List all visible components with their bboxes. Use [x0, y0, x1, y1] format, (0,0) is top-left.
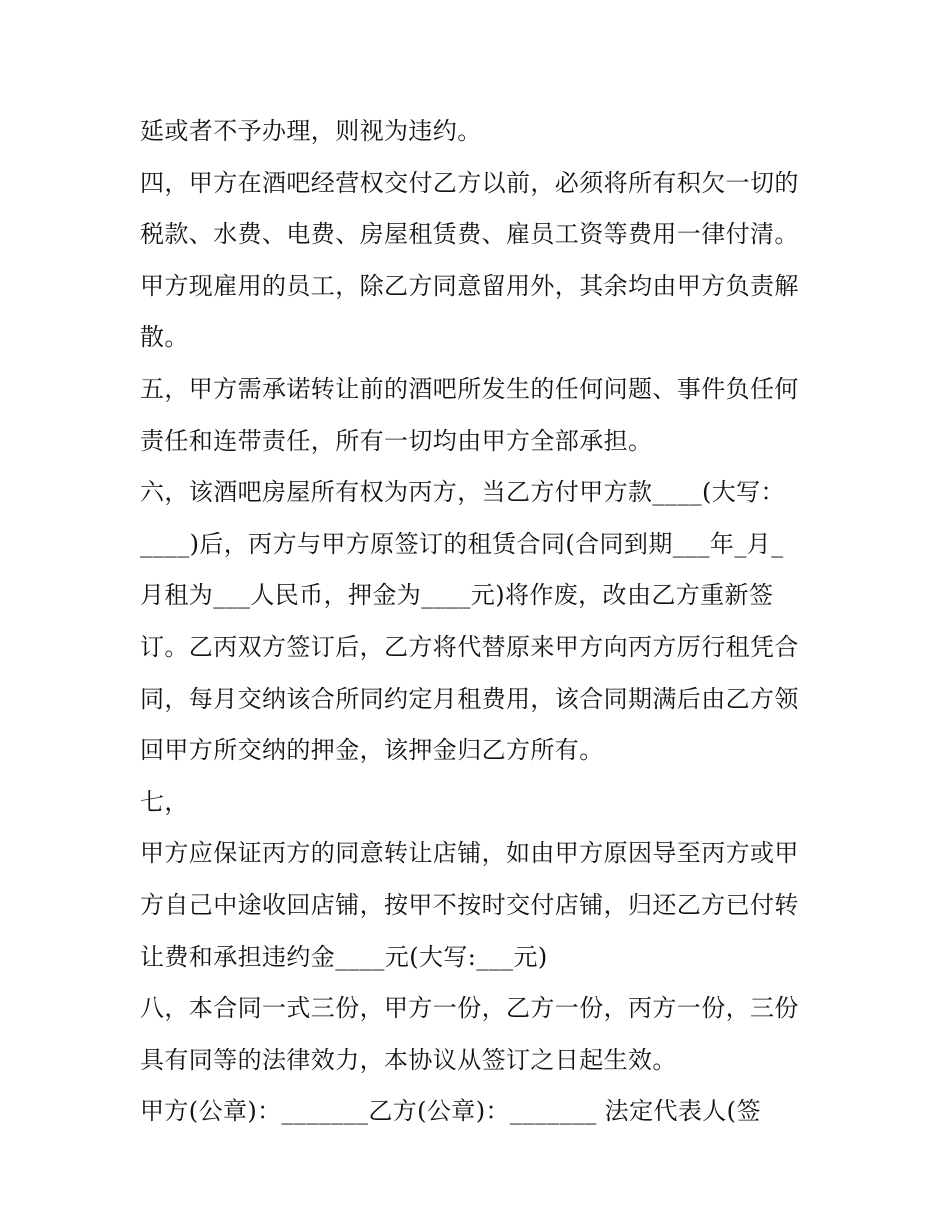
text-line: 五，甲方需承诺转让前的酒吧所发生的任何问题、事件负任何 — [140, 374, 799, 403]
text-line: 让费和承担违约金____元(大写:___元) — [140, 942, 548, 971]
text-line: 方自己中途收回店铺，按甲不按时交付店铺，归还乙方已付转 — [140, 890, 799, 919]
text-line: 六，该酒吧房屋所有权为丙方，当乙方付甲方款____(大写： — [140, 478, 785, 507]
text-line: ____)后，丙方与甲方原签订的租赁合同(合同到期___年_月_ — [140, 529, 784, 558]
text-line: 甲方(公章)：_______乙方(公章)：_______ 法定代表人(签 — [140, 1097, 761, 1126]
text-line: 具有同等的法律效力，本协议从签订之日起生效。 — [140, 1045, 677, 1074]
text-line: 延或者不予办理，则视为违约。 — [140, 117, 482, 145]
text-line: 散。 — [140, 323, 189, 352]
text-line: 八，本合同一式三份，甲方一份，乙方一份，丙方一份，三份 — [140, 994, 799, 1023]
text-line: 同，每月交纳该合所同约定月租费用，该合同期满后由乙方领 — [140, 684, 799, 713]
text-line: 甲方现雇用的员工，除乙方同意留用外，其余均由甲方负责解 — [140, 271, 799, 300]
text-line: 税款、水费、电费、房屋租赁费、雇员工资等费用一律付清。 — [140, 220, 799, 249]
text-line: 回甲方所交纳的押金，该押金归乙方所有。 — [140, 736, 604, 765]
text-line: 四，甲方在酒吧经营权交付乙方以前，必须将所有积欠一切的 — [140, 168, 799, 197]
text-line: 责任和连带责任，所有一切均由甲方全部承担。 — [140, 426, 653, 455]
text-line: 甲方应保证丙方的同意转让店铺，如由甲方原因导至丙方或甲 — [140, 839, 799, 868]
text-line: 订。乙丙双方签订后，乙方将代替原来甲方向丙方厉行租凭合 — [140, 632, 799, 661]
text-line: 七， — [140, 787, 189, 816]
contract-body — [140, 106, 830, 1138]
text-line: 月租为___人民币，押金为____元)将作废，改由乙方重新签 — [140, 581, 774, 610]
